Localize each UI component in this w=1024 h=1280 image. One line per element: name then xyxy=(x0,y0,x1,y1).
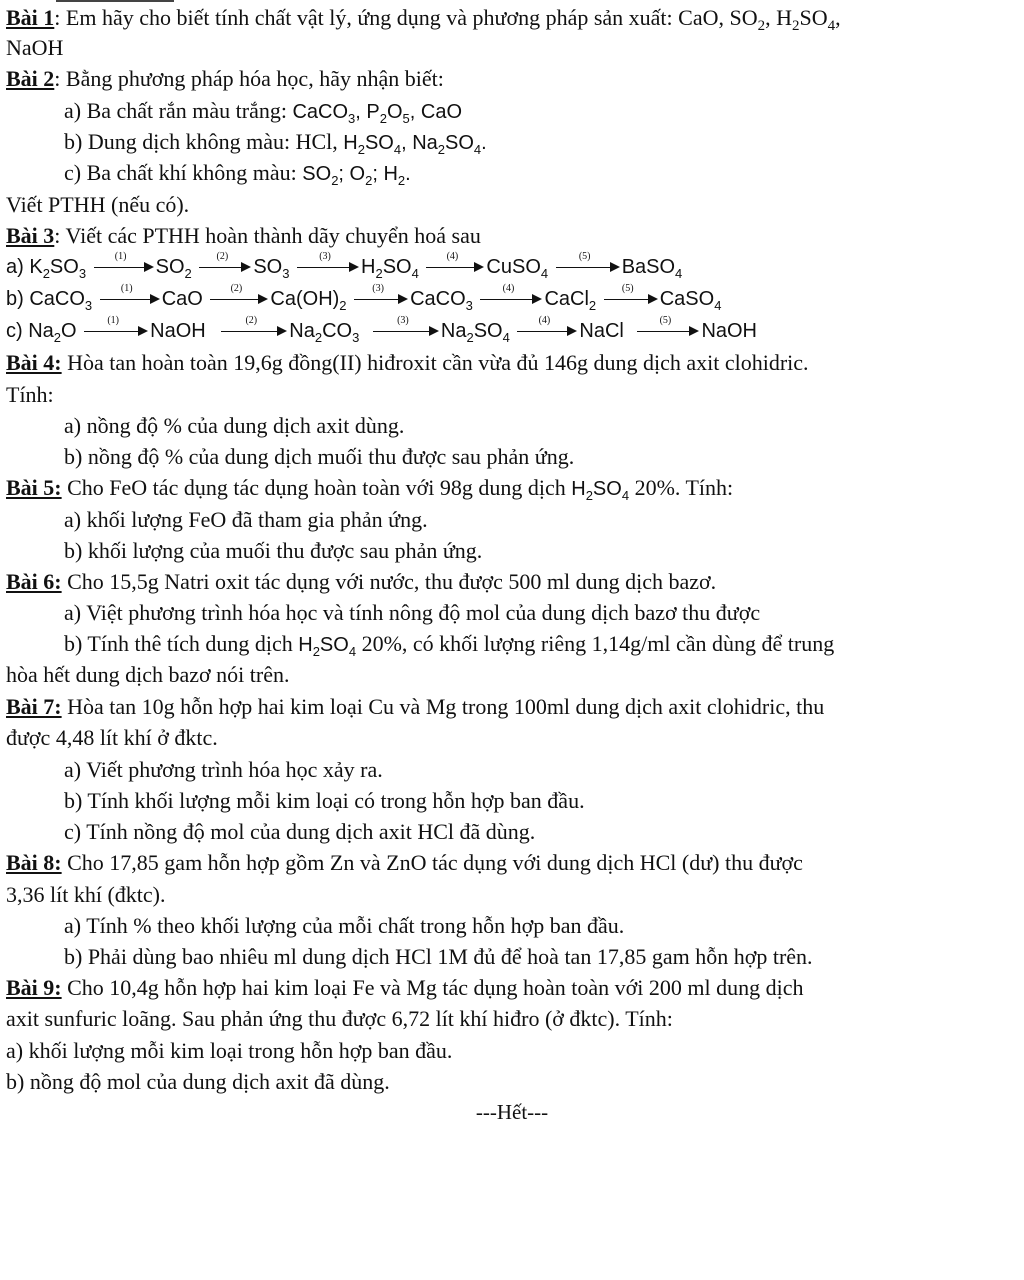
b2-c-s1: 2 xyxy=(331,173,339,188)
b2-b-c3: , Na xyxy=(401,132,438,154)
arrow-label: (1) xyxy=(114,251,127,262)
b7-b: b) Tính khối lượng mỗi kim loại có trong hỗn hợp ban đầu. xyxy=(64,788,585,813)
b2-b-s4: 4 xyxy=(473,142,482,157)
b3-a-s3: 2 xyxy=(375,266,383,281)
b8-b: b) Phải dùng bao nhiêu ml dung dịch HCl 1M đủ để hoà tan 17,85 gam hỗn hợp trên. xyxy=(64,944,813,969)
arrow-label: (4) xyxy=(446,251,459,262)
arrow-b5 xyxy=(604,285,658,307)
arrow-c3 xyxy=(373,317,439,339)
arrow-c1 xyxy=(84,317,148,339)
b3-c-pre: c) xyxy=(6,320,29,342)
b2-c-c1: SO xyxy=(302,163,332,185)
b3-a-s5: 4 xyxy=(675,266,683,281)
arrow-label: (5) xyxy=(578,251,591,262)
arrow-label: (5) xyxy=(659,315,672,326)
b8-label: Bài 8: xyxy=(6,850,62,875)
b2-b-c5: . xyxy=(481,132,487,154)
b3-b-c5: CaSO xyxy=(659,288,715,310)
b1-f3: SO xyxy=(799,5,828,30)
b6-b-c2: SO xyxy=(319,634,349,656)
arrow-label: (2) xyxy=(216,251,229,262)
b1-line xyxy=(6,4,841,32)
b1-text: : Em hãy cho biết tính chất vật lý, ứng dụng và phương pháp sản xuất: xyxy=(54,5,679,30)
b2-line xyxy=(6,65,444,93)
b2-label: Bài 2 xyxy=(6,66,55,91)
b3-a-c3: H xyxy=(361,256,376,278)
b2-b-s1: 2 xyxy=(357,142,365,157)
b9-text: Cho 10,4g hỗn hợp hai kim loại Fe và Mg tác dụng hoàn toàn với 200 ml dung dịch xyxy=(61,975,804,1000)
b3-c-c0: Na xyxy=(28,320,54,342)
b2-c-text: c) Ba chất khí không màu: xyxy=(64,160,303,185)
b3-b-s3: 3 xyxy=(465,298,473,313)
b4-a: a) nồng độ % của dung dịch axit dùng. xyxy=(64,413,405,438)
b3-b-c3: CaCO xyxy=(410,288,466,310)
b2-b-c4: SO xyxy=(445,132,474,154)
b7-line xyxy=(6,693,824,721)
b3-a-pre: a) xyxy=(6,256,30,278)
b3-chain-b xyxy=(6,285,721,313)
b5-s1: 2 xyxy=(585,488,593,503)
b2-b-s3: 2 xyxy=(437,142,446,157)
b5-s2: 4 xyxy=(621,488,630,503)
arrow-label: (1) xyxy=(107,315,119,326)
b8-a: a) Tính % theo khối lượng của mỗi chất trong hỗn hợp ban đầu. xyxy=(64,913,625,938)
b5-a: a) khối lượng FeO đã tham gia phản ứng. xyxy=(64,507,428,532)
b3-c-c3b: SO xyxy=(473,320,503,342)
b2-c-s2: 2 xyxy=(365,173,373,188)
b3-a-c2: SO xyxy=(253,256,283,278)
arrow-c4 xyxy=(517,317,577,339)
b3-b-c0: CaCO xyxy=(29,288,85,310)
b3-label: Bài 3 xyxy=(6,223,55,248)
arrow-b4 xyxy=(480,285,542,307)
b6-b-pre: b) Tính thê tích dung dịch xyxy=(64,631,299,656)
b5-c1: H xyxy=(571,478,586,500)
top-rule xyxy=(56,0,174,2)
b1-f1s: 2 xyxy=(757,18,766,34)
b2-a-c1: CaCO xyxy=(292,101,349,123)
b3-a-s3b: 4 xyxy=(411,266,419,281)
b5-label: Bài 5: xyxy=(6,475,62,500)
b2-b-c1: H xyxy=(343,132,358,154)
b3-a-s4: 4 xyxy=(540,266,549,281)
b3-c-c3: Na xyxy=(440,320,467,342)
b9-label: Bài 9: xyxy=(6,975,62,1000)
b8-cont: 3,36 lít khí (đktc). xyxy=(6,882,166,907)
b2-c-s3: 2 xyxy=(397,173,406,188)
b6-b-tail: 20%, có khối lượng riêng 1,14g/ml cần dùng để trung xyxy=(356,631,835,656)
b3-c-c2b: CO xyxy=(322,320,353,342)
arrow-label: (1) xyxy=(120,283,133,294)
b5-tail: 20%. Tính: xyxy=(629,475,734,500)
b3-c-c0b: O xyxy=(61,320,77,342)
b7-c: c) Tính nồng độ mol của dung dịch axit HCl đã dùng. xyxy=(64,819,536,844)
arrow-a3 xyxy=(297,253,359,275)
b3-c-c2: Na xyxy=(289,320,315,342)
b3-c-c1: NaOH xyxy=(150,320,206,342)
b5-b: b) khối lượng của muối thu được sau phản ứng. xyxy=(64,538,483,563)
arrow-c2 xyxy=(221,317,287,339)
b6-b xyxy=(64,630,834,659)
b8-line xyxy=(6,849,803,877)
b1-cont: NaOH xyxy=(6,35,64,60)
arrow-b2 xyxy=(210,285,268,307)
b6-b-s1: 2 xyxy=(312,644,320,659)
b3-c-s2: 2 xyxy=(314,330,323,345)
b3-b-c4: CaCl xyxy=(544,288,589,310)
b3-a-s0: 2 xyxy=(42,266,50,281)
b2-b-s2: 4 xyxy=(393,142,402,157)
b3-b-s0: 3 xyxy=(84,298,93,313)
b2-a-s2: 2 xyxy=(379,111,387,126)
b2-b-text: b) Dung dịch không màu: HCl, xyxy=(64,129,344,154)
b2-a xyxy=(64,97,462,126)
b2-text: : Bằng phương pháp hóa học, hãy nhận biết: xyxy=(54,66,444,91)
b3-b-s2: 2 xyxy=(339,298,347,313)
b3-a-c5: BaSO xyxy=(621,256,676,278)
b3-a-s2: 3 xyxy=(282,266,290,281)
b3-line xyxy=(6,222,481,250)
b2-a-s1: 3 xyxy=(348,111,356,126)
b3-a-c1: SO xyxy=(155,256,185,278)
b9-line xyxy=(6,974,803,1002)
b3-chain-a xyxy=(6,253,682,281)
b2-c-c4: . xyxy=(405,163,411,185)
b9-a: a) khối lượng mỗi kim loại trong hỗn hợp ban đầu. xyxy=(6,1038,453,1063)
b6-b-c1: H xyxy=(298,634,313,656)
b1-f2s: 2 xyxy=(792,18,800,34)
arrow-a4 xyxy=(426,253,484,275)
b7-text: Hòa tan 10g hỗn hợp hai kim loại Cu và Mg trong 100ml dung dịch axit clohidric, thu xyxy=(61,694,825,719)
b1-f3s: 4 xyxy=(827,18,836,34)
arrow-a2 xyxy=(199,253,251,275)
b2-a-s3: 5 xyxy=(402,111,410,126)
arrow-label: (2) xyxy=(230,283,243,294)
b3-c-s2b: 3 xyxy=(352,330,360,345)
b3-b-s5: 4 xyxy=(714,298,722,313)
b3-c-s3: 2 xyxy=(466,330,474,345)
b2-c-c2: ; O xyxy=(338,163,366,185)
b6-b-s2: 4 xyxy=(348,644,357,659)
b3-b-c2: Ca(OH) xyxy=(270,288,340,310)
arrow-label: (2) xyxy=(245,315,258,326)
b2-c xyxy=(64,159,411,188)
b3-b-s4: 2 xyxy=(588,298,597,313)
b3-c-c4: NaCl xyxy=(579,320,624,342)
b2-a-c4: , CaO xyxy=(409,101,463,123)
b9-b: b) nồng độ mol của dung dịch axit đã dùng. xyxy=(6,1069,390,1094)
b1-f2: , H xyxy=(765,5,793,30)
b1-f4: , xyxy=(835,5,841,30)
b3-a-s0b: 3 xyxy=(78,266,87,281)
arrow-label: (5) xyxy=(621,283,634,294)
b3-b-pre: b) xyxy=(6,288,30,310)
b8-text: Cho 17,85 gam hỗn hợp gồm Zn và ZnO tác dụng với dung dịch HCl (dư) thu được xyxy=(61,850,803,875)
arrow-a1 xyxy=(94,253,154,275)
arrow-label: (3) xyxy=(397,315,409,326)
b6-b-cont: hòa hết dung dịch bazơ nói trên. xyxy=(6,662,290,687)
b4-tinh: Tính: xyxy=(6,382,54,407)
b5-line xyxy=(6,474,733,503)
arrow-c5 xyxy=(637,317,699,339)
arrow-label: (3) xyxy=(372,283,384,294)
b1-f1: CaO, SO xyxy=(678,5,758,30)
b7-label: Bài 7: xyxy=(6,694,62,719)
b3-a-s1: 2 xyxy=(184,266,192,281)
b5-c2: SO xyxy=(592,478,622,500)
b6-a: a) Việt phương trình hóa học và tính nông độ mol của dung dịch bazơ thu được xyxy=(64,600,761,625)
b3-a-c0b: SO xyxy=(49,256,79,278)
b6-line xyxy=(6,568,716,596)
arrow-label: (4) xyxy=(502,283,515,294)
b6-label: Bài 6: xyxy=(6,569,62,594)
b2-a-c3: O xyxy=(386,101,403,123)
b3-chain-c xyxy=(6,317,757,345)
arrow-label: (3) xyxy=(319,251,331,262)
b3-a-c0: K xyxy=(29,256,43,278)
b3-c-s0: 2 xyxy=(53,330,62,345)
arrow-a5 xyxy=(556,253,620,275)
b3-b-c1: CaO xyxy=(161,288,203,310)
b1-label: Bài 1 xyxy=(6,5,55,30)
b2-b xyxy=(64,128,487,157)
b4-text: Hòa tan hoàn toàn 19,6g đồng(II) hiđroxit cần vừa đủ 146g dung dịch axit clohidric. xyxy=(61,350,809,375)
b3-c-s3b: 4 xyxy=(502,330,510,345)
arrow-b3 xyxy=(354,285,408,307)
b2-c-c3: ; H xyxy=(372,163,398,185)
b4-line xyxy=(6,349,809,377)
footer-end: ---Hết--- xyxy=(475,1100,549,1124)
b2-b-c2: SO xyxy=(364,132,394,154)
arrow-label: (4) xyxy=(538,315,551,326)
b9-cont: axit sunfuric loãng. Sau phản ứng thu được 6,72 lít khí hiđro (ở đktc). Tính: xyxy=(6,1006,673,1031)
b4-b: b) nồng độ % của dung dịch muối thu được sau phản ứng. xyxy=(64,444,575,469)
arrow-b1 xyxy=(100,285,160,307)
b3-a-c3b: SO xyxy=(382,256,412,278)
b6-text: Cho 15,5g Natri oxit tác dụng với nước, thu được 500 ml dung dịch bazơ. xyxy=(61,569,717,594)
b2-a-text: a) Ba chất rắn màu trắng: xyxy=(64,98,293,123)
b3-text: : Viết các PTHH hoàn thành dãy chuyển hoá sau xyxy=(54,223,481,248)
b3-a-c4: CuSO xyxy=(486,256,541,278)
b2-note: Viết PTHH (nếu có). xyxy=(6,192,190,217)
b4-label: Bài 4: xyxy=(6,350,62,375)
b2-a-c2: , P xyxy=(355,101,380,123)
b5-text: Cho FeO tác dụng tác dụng hoàn toàn với 98g dung dịch xyxy=(61,475,572,500)
b7-cont: được 4,48 lít khí ở đktc. xyxy=(6,725,218,750)
b3-c-c5: NaOH xyxy=(701,320,758,342)
b7-a: a) Viết phương trình hóa học xảy ra. xyxy=(64,757,383,782)
